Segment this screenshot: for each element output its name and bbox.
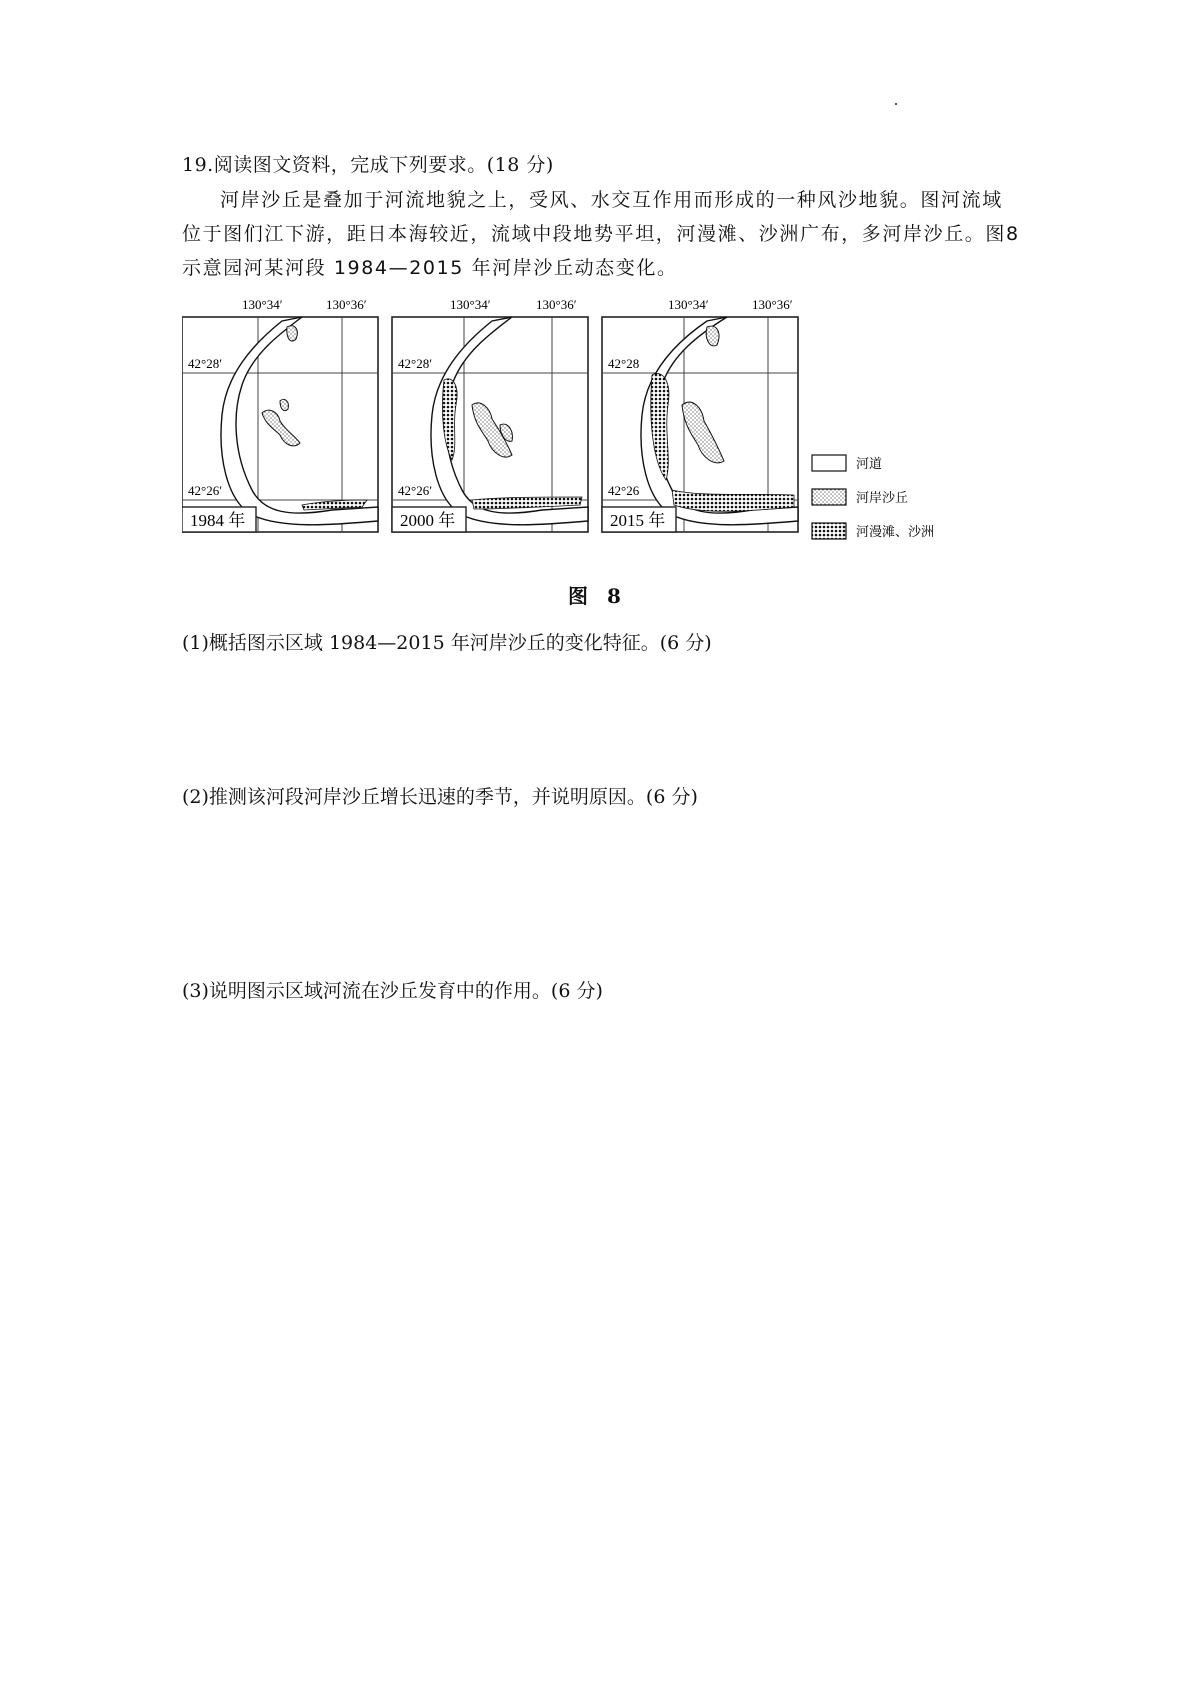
lat-label: 42°26 [608,483,640,498]
lon-label: 130°36′ [536,297,577,312]
lon-label: 130°36′ [752,297,793,312]
lat-label: 42°28′ [188,356,223,371]
lat-label: 42°26′ [398,483,433,498]
lon-label: 130°36′ [326,297,367,312]
lat-label: 42°28′ [398,356,433,371]
figure-caption: 图 8 [568,584,627,608]
scan-speck [895,103,897,105]
legend-label: 河漫滩、沙洲 [856,525,935,540]
sub-question-1: (1)概括图示区域 1984—2015 年河岸沙丘的变化特征。(6 分) [182,632,712,654]
map-panel-2015 [602,317,798,532]
question-paragraph: 河岸沙丘是叠加于河流地貌之上，受风、水交互作用而形成的一种风沙地貌。图河流域位于图们江下游，距日本海较近，流域中段地势平坦，河漫滩、沙洲广布，多河岸沙丘。图8 示意园河某河段 1984—2015 年河岸沙丘动态变化。 [182,189,1020,279]
lat-label: 42°26′ [188,483,223,498]
map-panel-1984 [182,317,378,532]
river-dune-1984c [287,326,297,341]
lon-label: 130°34′ [668,297,709,312]
sub-question-2: (2)推测该河段河岸沙丘增长迅速的季节，并说明原因。(6 分) [182,786,698,808]
year-label: 2015 年 [610,511,666,530]
year-label: 2000 年 [400,511,456,530]
lon-label: 130°34′ [242,297,283,312]
figure-8 [182,285,1022,615]
sub-question-3: (3)说明图示区域河流在沙丘发育中的作用。(6 分) [182,980,603,1002]
question-title: 19.阅读图文资料，完成下列要求。(18 分) [182,154,554,176]
legend [812,455,934,540]
lon-label: 130°34′ [450,297,491,312]
map-panel-2000 [392,317,588,532]
legend-label: 河道 [856,457,883,472]
legend-label: 河岸沙丘 [856,491,909,506]
year-label: 1984 年 [190,511,246,530]
lat-label: 42°28 [608,356,640,371]
